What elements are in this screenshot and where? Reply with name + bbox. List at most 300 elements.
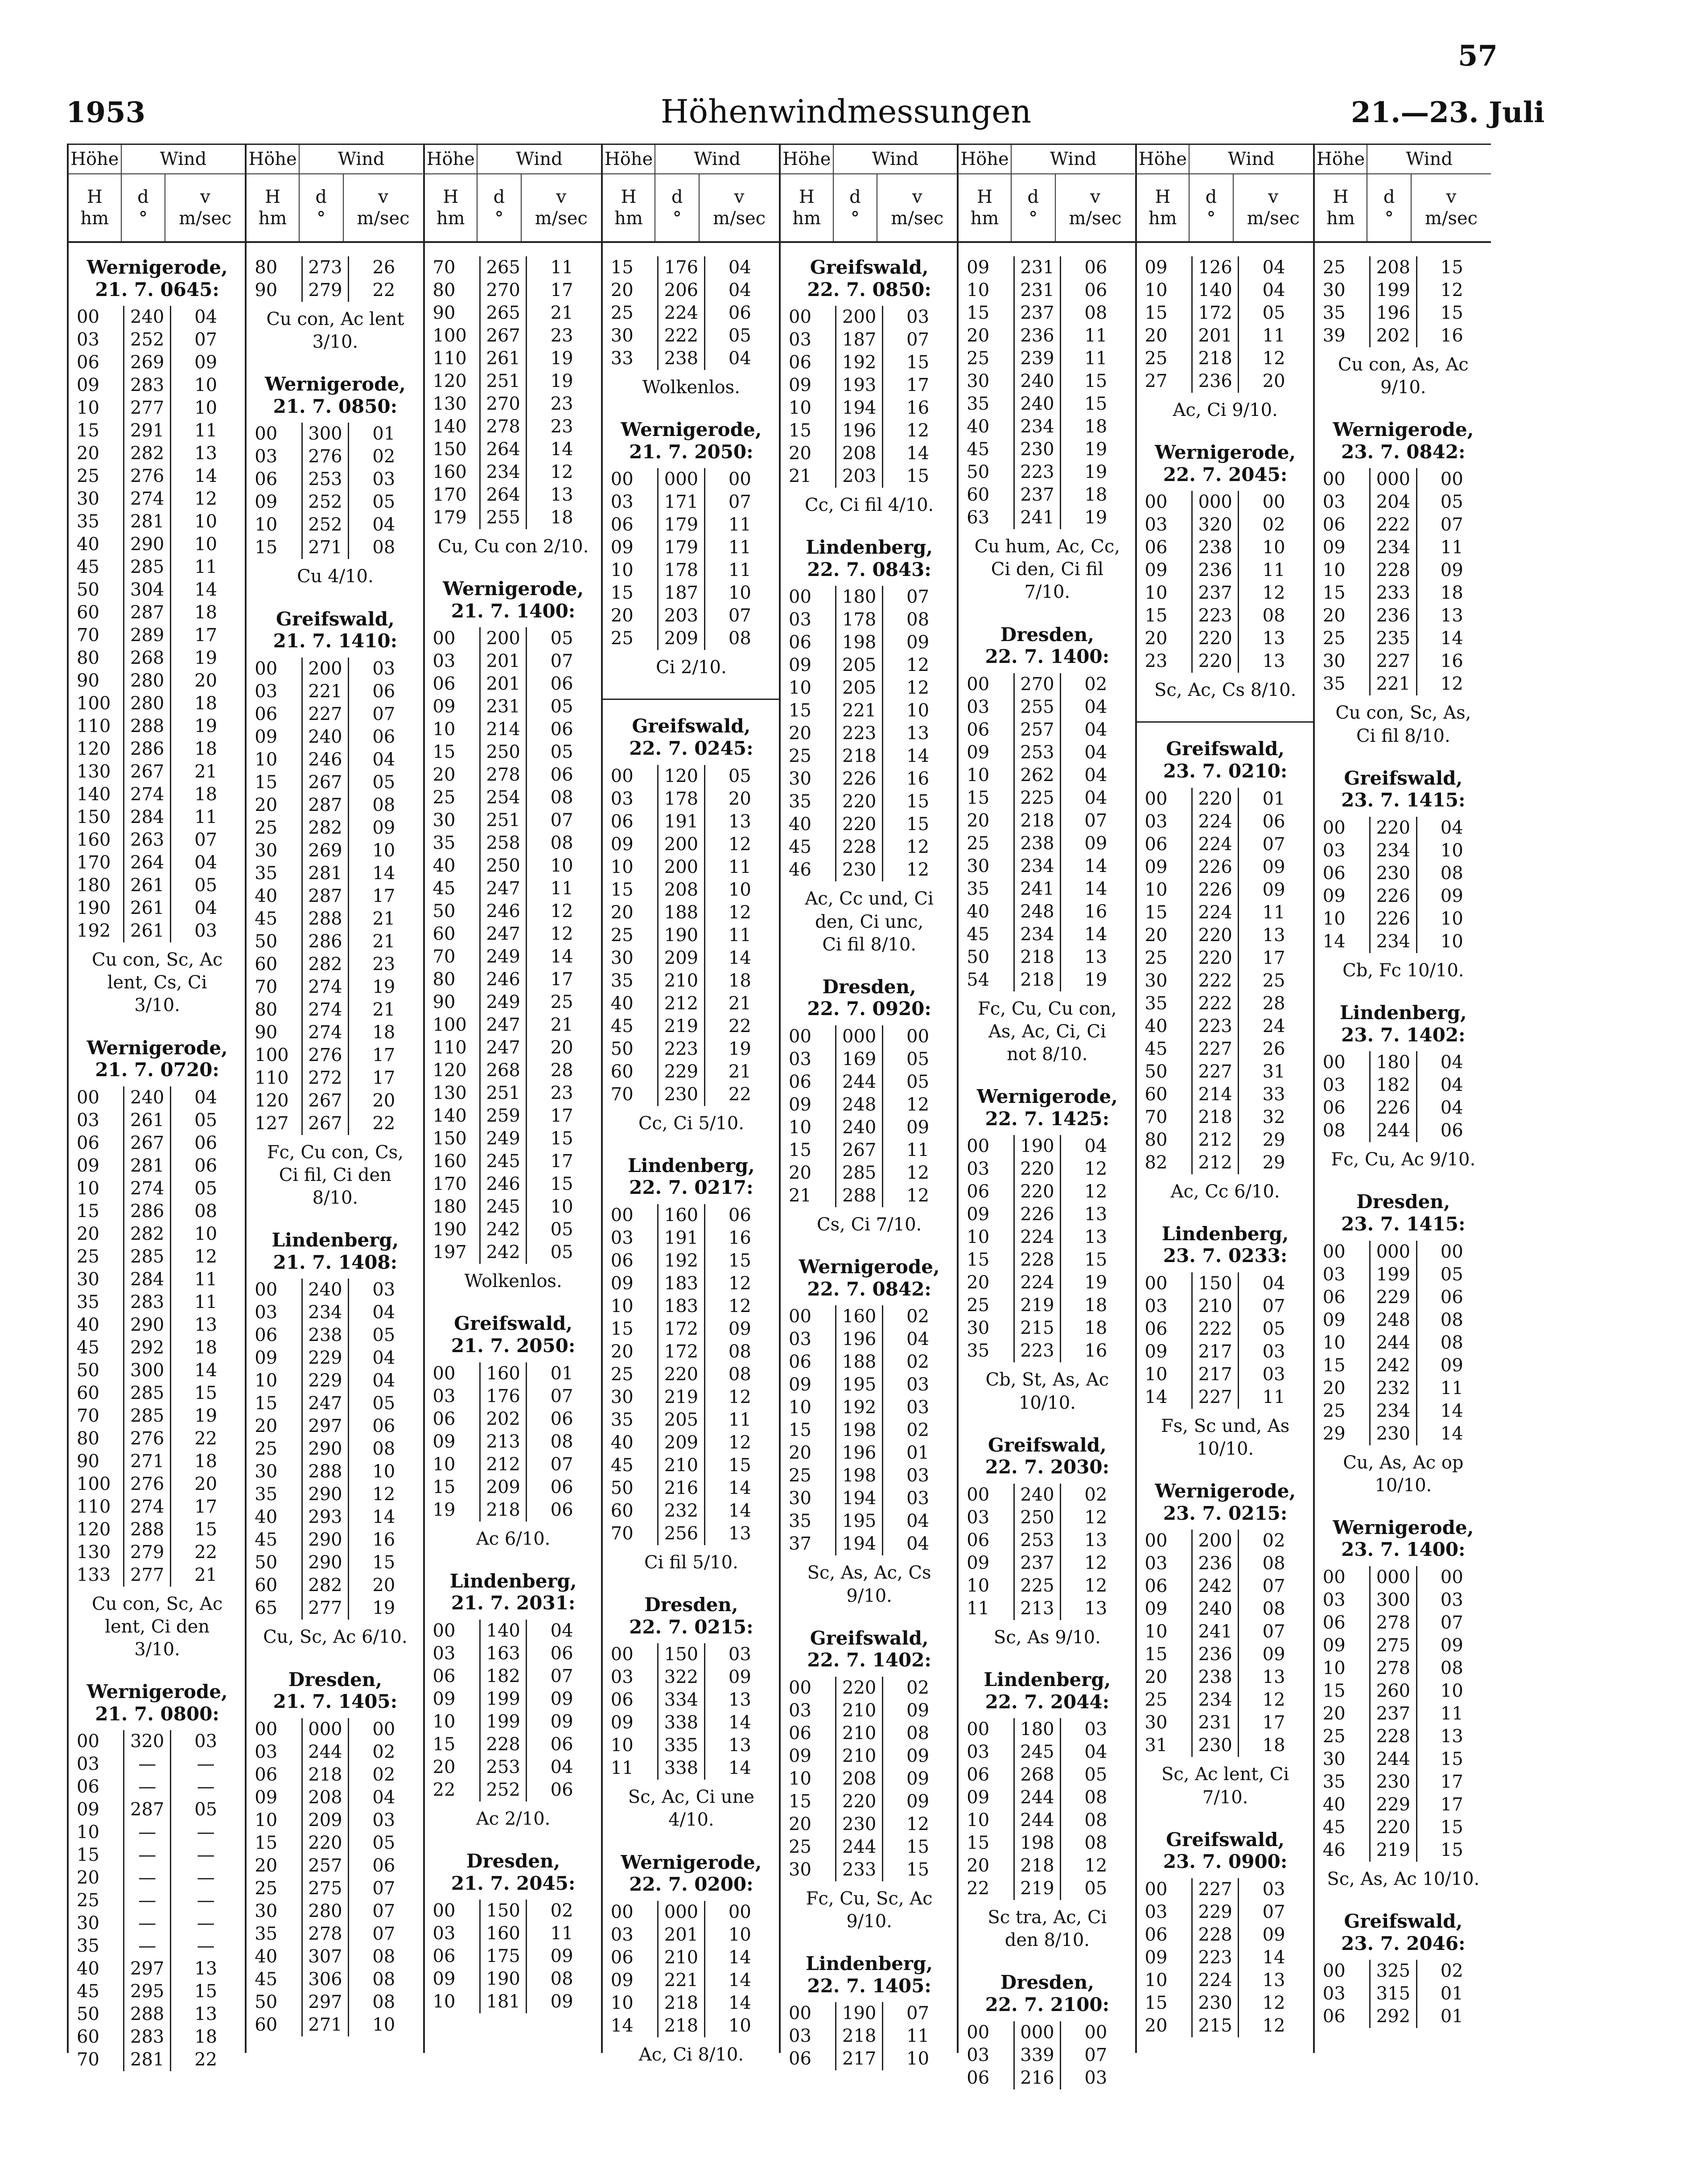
height-cell: 09 [1322,1635,1346,1656]
table-row [964,1597,1130,1620]
height-cell: 30 [1144,1712,1168,1733]
height-cell: 45 [255,908,278,929]
header-v: v m/sec [1069,187,1122,229]
speed-cell: 14 [728,1477,751,1498]
direction-cell: 247 [480,1014,527,1036]
measurement-rows [786,1305,952,1555]
height-cell: 25 [1322,628,1346,649]
speed-cell: 04 [1440,1052,1463,1073]
speed-cell: 05 [1084,1764,1107,1785]
speed-cell: 02 [906,1306,930,1327]
height-cell: 00 [432,1900,456,1921]
speed-cell: 01 [550,1363,573,1384]
direction-cell: 248 [836,1094,883,1116]
table-row [252,256,418,279]
speed-cell: 11 [194,557,218,578]
height-cell: 45 [77,557,99,578]
table-row [786,1722,952,1745]
height-cell: 09 [789,1745,811,1766]
direction-cell: 203 [658,605,705,627]
speed-cell: 12 [728,1273,751,1294]
height-cell: 197 [432,1242,467,1263]
direction-cell: 228 [1192,1924,1239,1946]
direction-cell: 222 [1192,1318,1239,1341]
table-row [1320,673,1486,695]
speed-cell: 12 [550,462,573,482]
direction-cell: 000 [1370,468,1417,491]
cloud-note: Sc tra, Ac, Ci den 8/10. [988,1907,1107,1951]
direction-cell: 274 [124,1496,171,1518]
speed-cell: 06 [1262,811,1285,832]
height-cell: 09 [1144,856,1168,877]
station-block [608,1851,774,2066]
table-row [252,1991,418,2014]
height-cell: 00 [789,1026,811,1047]
direction-cell: — [124,1935,171,1958]
table-row [74,874,240,897]
table-row [74,1450,240,1473]
table-row [430,718,597,741]
speed-cell: 07 [906,329,930,350]
table-row [1142,1643,1309,1666]
speed-cell: 02 [372,446,395,467]
height-cell: 45 [1144,1038,1168,1059]
direction-cell: 230 [1370,1771,1417,1793]
table-row [430,1900,597,1922]
table-row [74,1382,240,1405]
station-block [964,624,1130,1066]
direction-cell: 236 [1192,1643,1239,1666]
speed-cell: 09 [906,1768,930,1789]
table-row [252,1855,418,1877]
speed-cell: 12 [728,834,751,855]
speed-cell: 09 [550,1946,573,1967]
height-cell: 09 [610,537,634,558]
height-cell: 46 [789,860,811,880]
direction-cell: 171 [658,491,705,514]
table-row [1320,2005,1486,2028]
height-cell: 10 [967,1227,990,1248]
table-row [608,1409,774,1431]
table-row [430,1968,597,1991]
direction-cell: 205 [658,1409,705,1431]
direction-cell: 274 [124,783,171,806]
table-row [1142,1946,1309,1969]
speed-cell: 10 [1440,931,1463,952]
direction-cell: 175 [480,1945,527,1968]
height-cell: 10 [967,280,990,300]
table-row [964,1294,1130,1317]
table-row [74,1958,240,1980]
direction-cell: 227 [302,703,349,726]
cloud-note: Sc, Ac lent, Ci 7/10. [1161,1764,1289,1808]
height-cell: 00 [432,1620,456,1641]
speed-cell: 04 [194,307,218,328]
table-row [74,579,240,601]
table-row [608,901,774,924]
station-heading: Greifswald, 21. 7. 1410: [273,608,398,652]
measurement-rows [786,306,952,488]
table-row [1142,650,1309,673]
speed-cell: 11 [1440,1703,1463,1724]
station-block [430,1850,597,2013]
table-column [1315,145,1491,2053]
height-cell: 00 [1144,1530,1168,1551]
height-cell: 03 [432,651,456,672]
table-row [1142,514,1309,536]
speed-cell: 07 [372,1878,395,1899]
speed-cell: 04 [728,257,751,278]
height-cell: 00 [255,1719,278,1740]
speed-cell: 05 [1084,1878,1107,1899]
height-cell: 00 [432,1363,456,1384]
table-row [608,1083,774,1106]
direction-cell: — [124,1753,171,1776]
speed-cell: 04 [728,348,751,369]
table-row [608,970,774,992]
table-row [786,1185,952,1207]
speed-cell: 18 [728,970,751,991]
table-row [1142,1575,1309,1598]
speed-cell: 22 [728,1084,751,1105]
direction-cell: 224 [1192,810,1239,833]
height-cell: 10 [967,1810,990,1831]
table-row [74,1564,240,1587]
station-heading: Wernigerode, 21. 7. 0850: [264,373,406,417]
direction-cell: 208 [658,879,705,901]
direction-cell: 180 [1014,1718,1061,1741]
speed-cell: 10 [728,2015,751,2036]
speed-cell: 12 [728,1386,751,1407]
cloud-note: Cu, As, Ac op 10/10. [1343,1452,1464,1496]
direction-cell: 227 [1192,1386,1239,1409]
height-cell: 35 [255,1923,278,1944]
direction-cell: 200 [658,856,705,879]
table-row [1142,947,1309,970]
speed-cell: 06 [372,681,395,702]
table-row [1142,1106,1309,1129]
table-row [964,719,1130,741]
table-row [786,1351,952,1374]
direction-cell: 199 [1370,1263,1417,1286]
station-heading: Wernigerode, 22. 7. 2045: [1155,441,1296,485]
height-cell: 30 [789,1859,811,1880]
table-row [608,1454,774,1477]
height-cell: 40 [1322,1794,1346,1815]
table-row [430,1036,597,1059]
height-cell: 140 [432,1106,467,1127]
speed-cell: 04 [1262,280,1285,300]
speed-cell: 01 [1262,788,1285,809]
table-row [608,1386,774,1409]
speed-cell: 05 [194,1799,218,1820]
direction-cell: 246 [480,900,527,923]
table-row [252,794,418,817]
direction-cell: 120 [658,765,705,788]
height-cell: 25 [610,628,634,649]
height-cell: 10 [255,514,278,535]
speed-cell: 04 [194,1087,218,1108]
height-cell: 06 [1144,537,1168,558]
direction-cell: 192 [658,1250,705,1272]
table-row [964,1135,1130,1158]
table-row [786,586,952,609]
cloud-note: Cu con, Sc, As, Ci fil 8/10. [1335,703,1471,746]
direction-cell: 230 [1370,862,1417,885]
table-row [1320,1748,1486,1771]
header-h: H hm [959,174,1012,241]
direction-cell: 224 [1192,833,1239,856]
measurement-rows [964,1484,1130,1620]
height-cell: 06 [1322,2006,1346,2027]
direction-cell: 192 [836,351,883,374]
table-row [1320,1960,1486,1982]
table-row [608,1992,774,2015]
table-row [1320,279,1486,302]
table-row [252,1090,418,1112]
direction-cell: 195 [836,1510,883,1533]
speed-cell: 15 [1440,1817,1463,1838]
speed-cell: 19 [728,1038,751,1059]
direction-cell: — [124,1844,171,1867]
speed-cell: 19 [550,371,573,391]
table-row [964,1741,1130,1764]
direction-cell: 195 [836,1374,883,1396]
height-cell: 10 [432,1991,456,2012]
height-cell: 25 [77,466,99,487]
direction-cell: 178 [658,788,705,810]
direction-cell: 202 [480,1408,527,1431]
direction-cell: 280 [124,692,171,715]
direction-cell: 213 [480,1431,527,1453]
header-hoehe: Höhe [1137,145,1190,174]
speed-cell: 05 [372,1325,395,1346]
table-row [74,806,240,829]
height-cell: 10 [77,398,99,419]
height-cell: 06 [1144,1576,1168,1597]
direction-cell: 233 [836,1859,883,1881]
direction-cell: 283 [124,2026,171,2048]
cloud-note: Cb, St, As, Ac 10/10. [985,1370,1109,1413]
direction-cell: 219 [658,1386,705,1409]
height-cell: 20 [789,1814,811,1834]
speed-cell: 07 [1262,834,1285,855]
direction-cell: 234 [480,461,527,484]
direction-cell: 000 [1370,1566,1417,1589]
direction-cell: 278 [480,415,527,438]
table-row [1142,924,1309,947]
table-row [430,1453,597,1476]
table-row [1320,627,1486,650]
height-cell: 30 [77,489,99,510]
speed-cell: 10 [550,856,573,876]
height-cell: 03 [255,1741,278,1762]
table-row [964,923,1130,946]
direction-cell: 238 [1014,832,1061,855]
table-row [252,930,418,953]
direction-cell: 242 [480,1241,527,1264]
speed-cell: 04 [1440,1075,1463,1096]
direction-cell: 237 [1014,1552,1061,1575]
speed-cell: 10 [1262,537,1285,558]
direction-cell: 306 [302,1968,349,1991]
height-cell: 09 [610,1273,634,1294]
height-cell: 06 [1322,1612,1346,1633]
table-row [964,438,1130,461]
speed-cell: 19 [1084,1272,1107,1293]
direction-cell: 286 [124,738,171,761]
direction-cell: 297 [302,1991,349,2014]
direction-cell: 214 [480,718,527,741]
measurement-rows [608,1204,774,1545]
speed-cell: 12 [1084,1575,1107,1596]
table-row [608,514,774,536]
direction-cell: 320 [1192,514,1239,536]
height-cell: 40 [967,901,990,922]
station-heading: Lindenberg, 21. 7. 1408: [272,1229,399,1273]
table-row [430,1241,597,1264]
speed-cell: 11 [1262,902,1285,923]
direction-cell: 227 [1370,650,1417,673]
speed-cell: 13 [1084,946,1107,967]
direction-cell: 287 [124,1798,171,1821]
table-row [608,536,774,559]
speed-cell: 00 [372,1719,395,1740]
header-wind: Wind [300,145,423,174]
speed-cell: 10 [550,1197,573,1217]
speed-cell: 10 [728,879,751,900]
speed-cell: 12 [194,489,218,510]
height-cell: 30 [610,325,634,346]
direction-cell: 126 [1192,256,1239,279]
height-cell: 06 [967,1530,990,1551]
measurement-rows [964,2021,1130,2089]
height-cell: 40 [610,1432,634,1453]
speed-cell: 03 [1262,1879,1285,1900]
direction-cell: 292 [1370,2005,1417,2028]
cloud-note: Ac, Cc und, Ci den, Ci unc, Ci fil 8/10. [805,888,934,955]
station-block [964,1434,1130,1649]
speed-cell: 01 [1440,2006,1463,2027]
header-v: v m/sec [713,187,766,229]
table-row [1320,1309,1486,1332]
speed-cell: 23 [550,394,573,414]
height-cell: 15 [967,787,990,808]
direction-cell: 269 [124,351,171,374]
table-row [608,1477,774,1500]
table-row [1142,1129,1309,1152]
direction-cell: 267 [480,325,527,347]
height-cell: 15 [77,1201,99,1222]
speed-cell: 00 [1440,1241,1463,1262]
height-cell: 15 [1322,583,1346,604]
direction-cell: 241 [1192,1621,1239,1643]
speed-cell: 13 [1262,1970,1285,1991]
height-cell: 09 [967,257,990,278]
speed-cell: 00 [1084,2022,1107,2043]
direction-cell: 194 [836,397,883,420]
station-heading: Lindenberg, 22. 7. 0217: [627,1154,755,1199]
height-cell: 06 [432,674,456,695]
speed-cell: 12 [906,1094,930,1115]
speed-cell: 07 [1262,1901,1285,1922]
station-heading: Wernigerode, 21. 7. 0645: [86,256,228,300]
direction-cell: 268 [480,1059,527,1082]
table-row [1320,491,1486,514]
height-cell: 03 [610,1667,634,1688]
height-cell: 10 [789,1117,811,1138]
table-row [74,1427,240,1450]
speed-cell: 11 [728,537,751,558]
height-cell: 70 [77,625,99,646]
speed-cell: 08 [1440,863,1463,884]
height-cell: 06 [789,2048,811,2069]
direction-cell: 234 [1370,536,1417,559]
speed-cell: 12 [906,1185,930,1206]
direction-cell: 261 [480,347,527,370]
height-cell: 20 [967,325,990,346]
height-cell: 06 [967,719,990,740]
height-cell: 10 [610,856,634,877]
cloud-note: Cu con, Sc, Ac lent, Cs, Ci 3/10. [91,950,223,1016]
height-cell: 70 [77,2049,99,2070]
direction-cell: 240 [302,1279,349,1301]
height-cell: 10 [610,1735,634,1756]
height-cell: 00 [610,1205,634,1226]
direction-cell: 265 [480,256,527,279]
cloud-note: Ci fil 5/10. [644,1552,738,1573]
station-block [786,256,952,517]
height-cell: 09 [789,655,811,676]
direction-cell: 232 [658,1500,705,1522]
speed-cell: 15 [906,1836,930,1857]
speed-cell: 08 [1440,1658,1463,1678]
direction-cell: 244 [1370,1748,1417,1771]
speed-cell: 12 [728,902,751,923]
height-cell: 03 [1322,1075,1346,1096]
speed-cell: 04 [1084,787,1107,808]
direction-cell: 250 [1014,1506,1061,1529]
table-row [608,833,774,856]
measurement-rows [1320,1566,1486,1862]
height-cell: 10 [1144,879,1168,900]
table-row [252,468,418,491]
table-row [1320,1816,1486,1839]
speed-cell: 15 [550,1128,573,1149]
table-row [608,1969,774,1992]
height-cell: 40 [255,885,278,906]
speed-cell: 14 [906,746,930,767]
height-cell: 40 [255,1946,278,1967]
table-row [964,855,1130,878]
direction-cell: 278 [480,764,527,786]
table-row [1142,1061,1309,1083]
direction-cell: 290 [302,1438,349,1460]
direction-cell: 000 [1192,491,1239,514]
height-cell: 15 [255,537,278,558]
direction-cell: 245 [1014,1741,1061,1764]
direction-cell: 236 [1192,1552,1239,1575]
speed-cell: 05 [728,765,751,786]
height-cell: 00 [432,628,456,649]
station-heading: Greifswald, 21. 7. 2050: [451,1312,576,1357]
speed-cell: 06 [194,1155,218,1176]
direction-cell: 210 [658,1946,705,1969]
height-cell: 00 [1144,788,1168,809]
table-row [430,1127,597,1150]
header-date-range: 21.—23. Juli [1351,96,1545,129]
measurement-rows [964,1718,1130,1900]
